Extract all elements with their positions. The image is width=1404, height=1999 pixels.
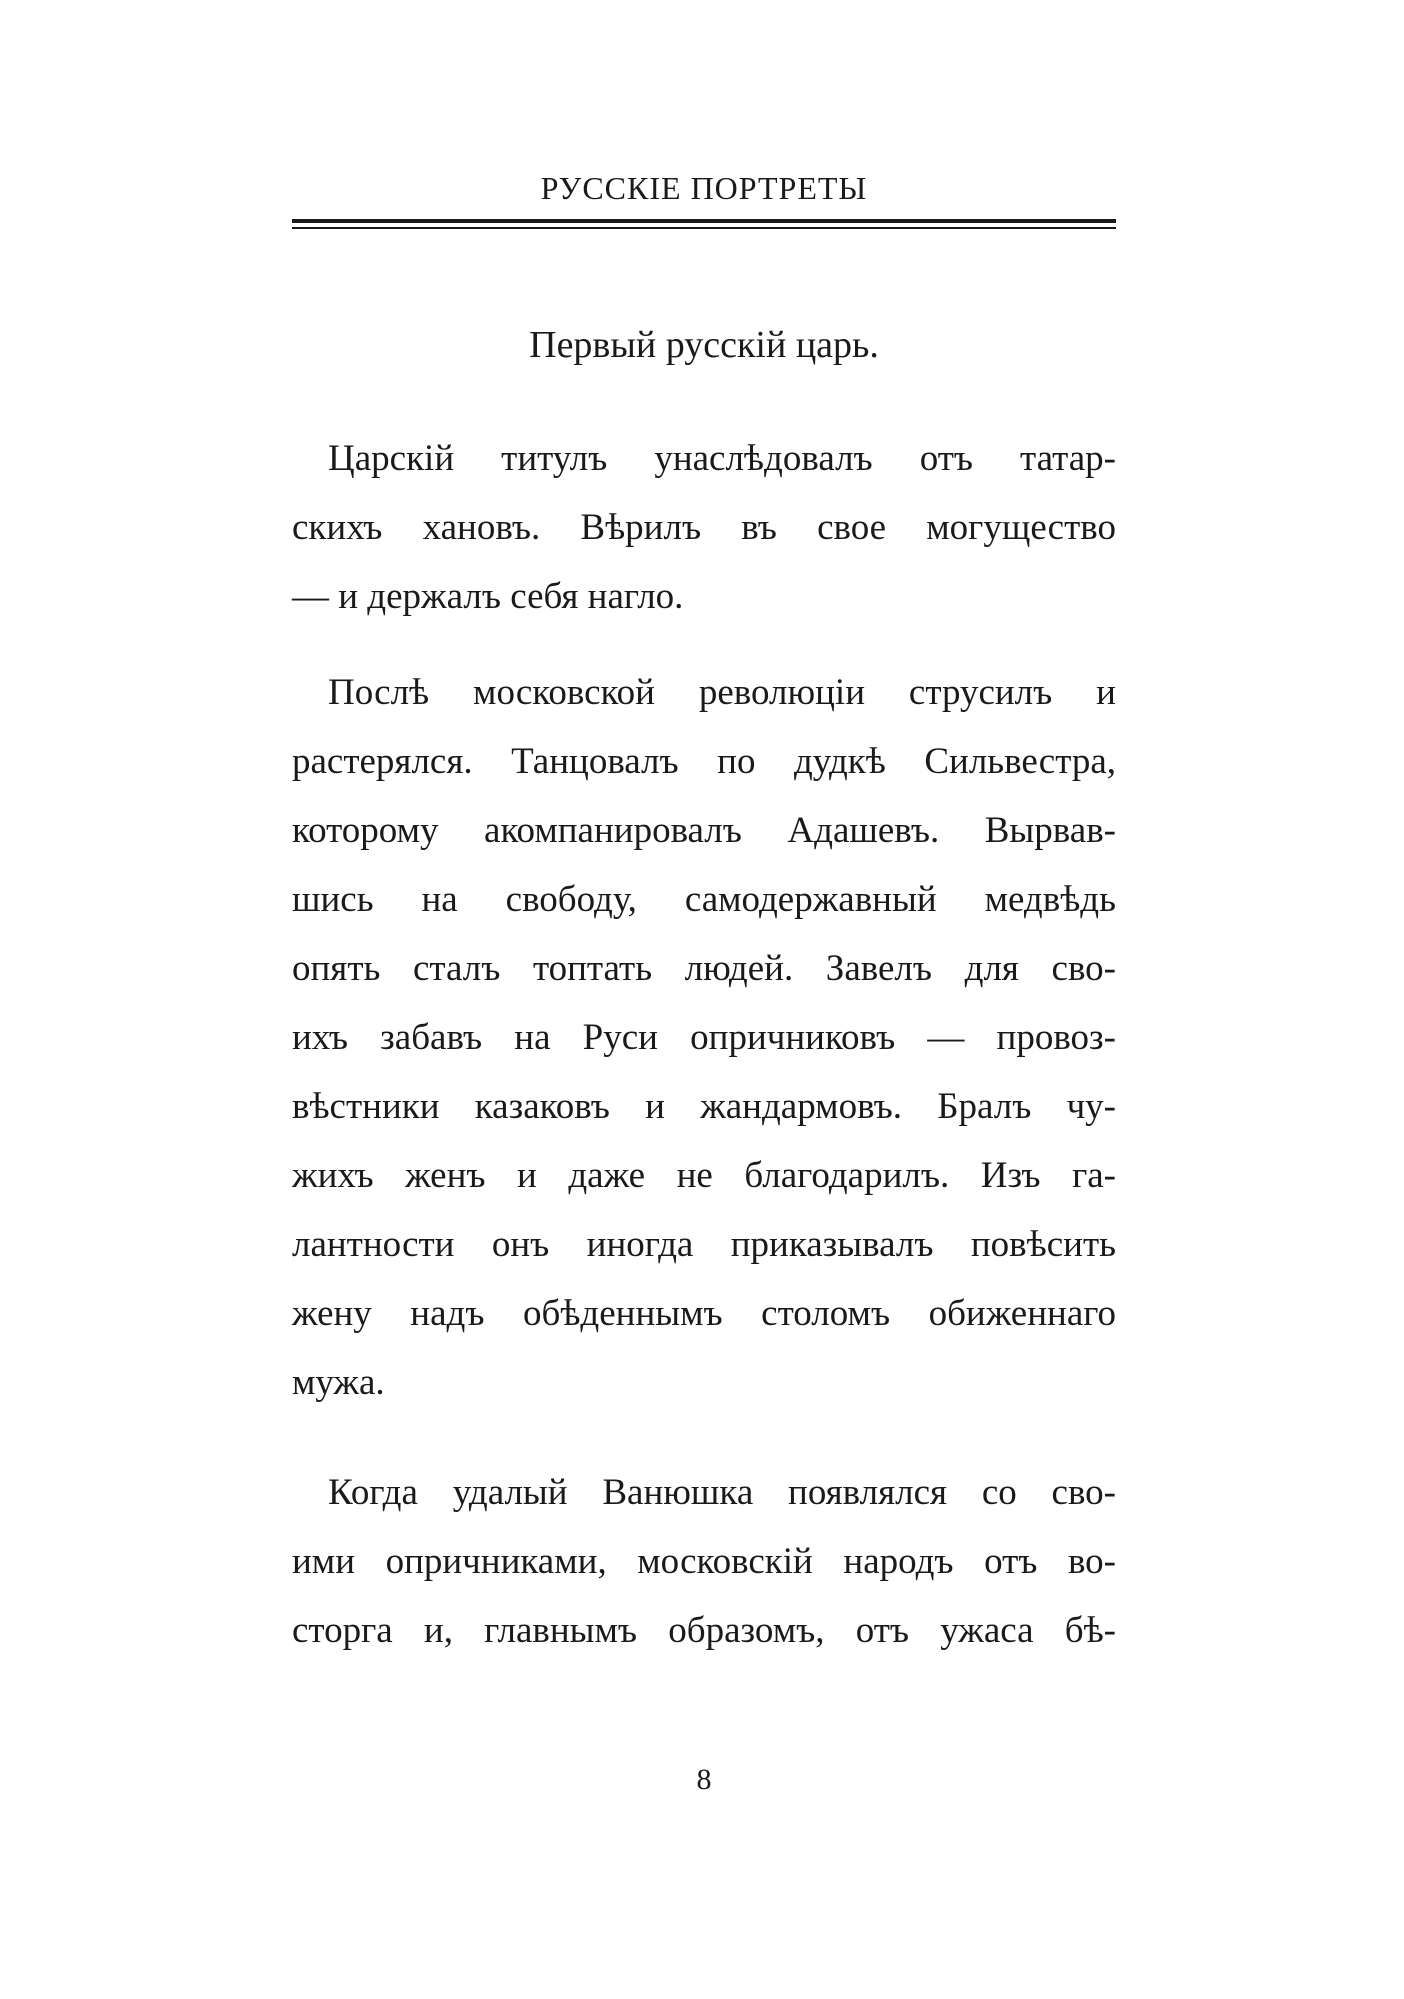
paragraph-line: — и держалъ себя нагло. bbox=[292, 576, 684, 617]
paragraph-3 bbox=[292, 1458, 1116, 1665]
paragraph-line: опять сталъ топтать людей. Завелъ для сво- bbox=[292, 948, 1116, 989]
paragraph-line: растерялся. Танцовалъ по дудкѣ Сильвестра, bbox=[292, 741, 1116, 782]
paragraph-line: жену надъ обѣденнымъ столомъ обиженнаго bbox=[292, 1293, 1116, 1334]
paragraph-line: Послѣ московской революціи струсилъ и bbox=[328, 672, 1116, 713]
paragraph-2 bbox=[292, 658, 1116, 1417]
paragraph-line: которому акомпанировалъ Адашевъ. Вырвав- bbox=[292, 810, 1116, 851]
paragraph-line: вѣстники казаковъ и жандармовъ. Бралъ чу- bbox=[292, 1086, 1116, 1127]
paragraph-line: лантности онъ иногда приказывалъ повѣсить bbox=[292, 1224, 1116, 1265]
paragraph-line: мужа. bbox=[292, 1362, 385, 1403]
paragraph-line: Царскій титулъ унаслѣдовалъ отъ татар- bbox=[328, 438, 1116, 479]
paragraph-line: жихъ женъ и даже не благодарилъ. Изъ га- bbox=[292, 1155, 1116, 1196]
running-head: РУССКІЕ ПОРТРЕТЫ bbox=[540, 170, 868, 206]
paragraph-line: скихъ хановъ. Вѣрилъ въ свое могущество bbox=[292, 507, 1116, 548]
paragraph-line: ими опричниками, московскій народъ отъ во- bbox=[292, 1541, 1116, 1582]
header-rule-thin bbox=[292, 227, 1116, 229]
paragraph-line: Когда удалый Ванюшка появлялся со сво- bbox=[328, 1472, 1116, 1513]
paragraph-line: ихъ забавъ на Руси опричниковъ — провоз- bbox=[292, 1017, 1116, 1058]
paragraph-line: сторга и, главнымъ образомъ, отъ ужаса бѣ- bbox=[292, 1610, 1116, 1651]
paragraph-1 bbox=[292, 424, 1116, 631]
paragraph-line: шись на свободу, самодержавный медвѣдь bbox=[292, 879, 1116, 920]
chapter-title: Первый русскій царь. bbox=[529, 324, 879, 366]
page-number: 8 bbox=[696, 1763, 712, 1796]
header-rule-thick bbox=[292, 219, 1116, 223]
